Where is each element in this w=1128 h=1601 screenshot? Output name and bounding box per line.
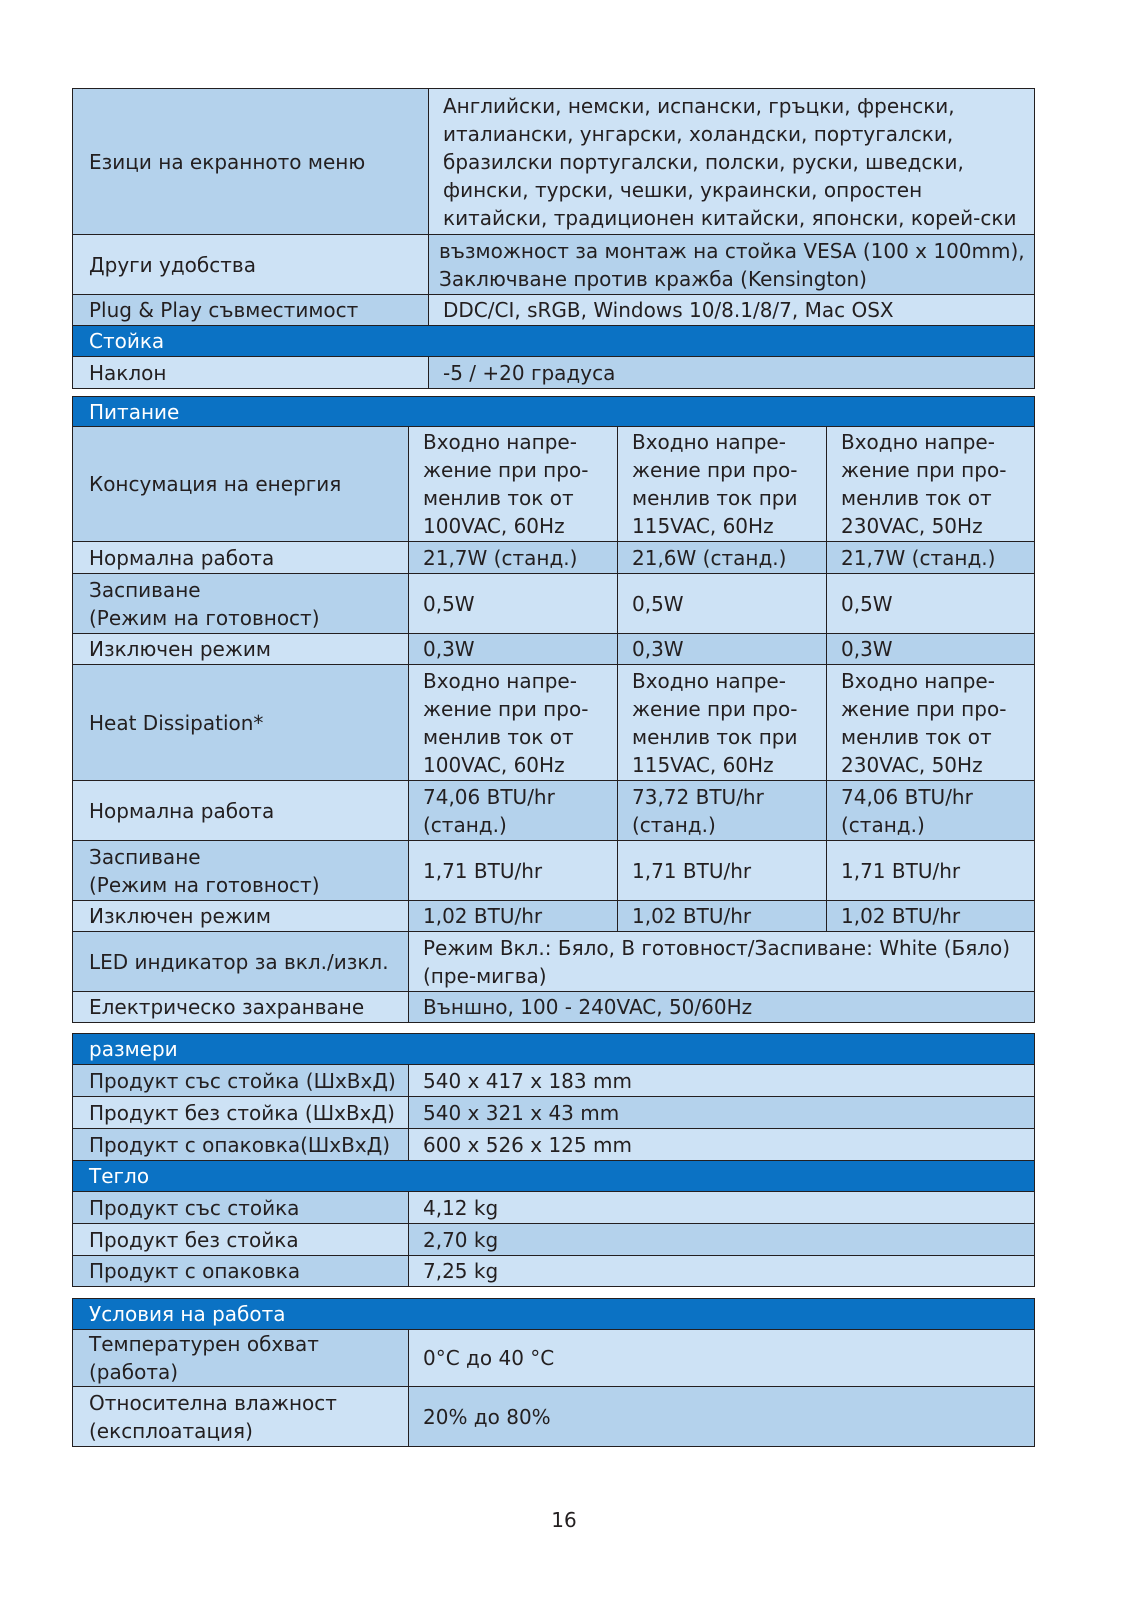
dimension-label: Продукт без стойка (ШxВxД) bbox=[73, 1097, 409, 1129]
off-value: 0,3W bbox=[827, 634, 1035, 665]
dimensions-table bbox=[72, 1033, 1035, 1287]
dimension-value: 540 x 417 x 183 mm bbox=[409, 1065, 1035, 1097]
plug-play-label: Plug & Play съвместимост bbox=[73, 295, 429, 326]
table-row bbox=[73, 932, 1035, 992]
consumption-label: Консумация на енергия bbox=[73, 427, 409, 542]
heat-normal-value: 74,06 BTU/hr (станд.) bbox=[409, 781, 618, 841]
voltage-cell: Входно напре-жение при про-менлив ток при 115VAC, 60Hz bbox=[618, 427, 827, 542]
weight-label: Продукт без стойка bbox=[73, 1224, 409, 1256]
led-indicator-value: Режим Вкл.: Бяло, В готовност/Заспиване: White (Бяло) (пре-мигва) bbox=[409, 932, 1035, 992]
other-features-line: възможност за монтаж на стойка VESA (100 x 100mm), bbox=[439, 238, 1025, 263]
power-supply-label: Електрическо захранване bbox=[73, 992, 409, 1023]
heat-off-value: 1,02 BTU/hr bbox=[409, 901, 618, 932]
humidity-label-line: Относителна влажност bbox=[89, 1390, 337, 1415]
heat-normal-value: 73,72 BTU/hr (станд.) bbox=[618, 781, 827, 841]
weight-value: 4,12 kg bbox=[409, 1192, 1035, 1224]
osd-languages-label: Езици на екранното меню bbox=[73, 89, 429, 235]
table-row bbox=[73, 1256, 1035, 1287]
normal-label: Нормална работа bbox=[73, 542, 409, 574]
other-features-line: Заключване против кражба (Kensington) bbox=[439, 266, 867, 291]
section-header-weight bbox=[73, 1161, 1035, 1192]
other-features-label: Други удобства bbox=[73, 235, 429, 295]
stand-header: Стойка bbox=[73, 326, 1035, 357]
operating-header: Условия на работа bbox=[73, 1299, 1035, 1330]
heat-normal-value: 74,06 BTU/hr (станд.) bbox=[827, 781, 1035, 841]
heat-off-label: Изключен режим bbox=[73, 901, 409, 932]
misc-table bbox=[72, 88, 1035, 389]
humidity-value: 20% до 80% bbox=[409, 1387, 1035, 1447]
voltage-cell: Входно напре-жение при про-менлив ток при 115VAC, 60Hz bbox=[618, 665, 827, 781]
power-header: Питание bbox=[73, 397, 1035, 427]
heat-sleep-label bbox=[73, 841, 409, 901]
weight-header: Тегло bbox=[73, 1161, 1035, 1192]
section-header-operating bbox=[73, 1299, 1035, 1330]
led-indicator-label: LED индикатор за вкл./изкл. bbox=[73, 932, 409, 992]
table-row bbox=[73, 901, 1035, 932]
table-row bbox=[73, 1224, 1035, 1256]
heat-sleep-label-line: Заспиване bbox=[89, 844, 201, 869]
humidity-label-line: (експлоатация) bbox=[89, 1418, 253, 1443]
voltage-cell: Входно напре-жение при про-менлив ток от 100VAC, 60Hz bbox=[409, 665, 618, 781]
table-row bbox=[73, 542, 1035, 574]
temperature-label: Температурен обхват (работа) bbox=[73, 1330, 409, 1387]
humidity-label bbox=[73, 1387, 409, 1447]
table-row bbox=[73, 235, 1035, 295]
weight-value: 7,25 kg bbox=[409, 1256, 1035, 1287]
temperature-value: 0°C до 40 °C bbox=[409, 1330, 1035, 1387]
off-value: 0,3W bbox=[618, 634, 827, 665]
heat-normal-label: Нормална работа bbox=[73, 781, 409, 841]
heat-off-value: 1,02 BTU/hr bbox=[827, 901, 1035, 932]
table-row bbox=[73, 1097, 1035, 1129]
normal-value: 21,6W (станд.) bbox=[618, 542, 827, 574]
normal-value: 21,7W (станд.) bbox=[409, 542, 618, 574]
table-row bbox=[73, 781, 1035, 841]
sleep-value: 0,5W bbox=[409, 574, 618, 634]
heat-sleep-value: 1,71 BTU/hr bbox=[827, 841, 1035, 901]
table-row bbox=[73, 357, 1035, 389]
osd-languages-value: Английски, немски, испански, гръцки, френски, италиански, унгарски, холандски, португалски, бразилски португалски, полски, руски, шведски, фински, турски, чешки, украински, опростен китайски, традиционен китайски, японски, корей-ски bbox=[429, 89, 1035, 235]
table-row bbox=[73, 992, 1035, 1023]
sleep-value: 0,5W bbox=[827, 574, 1035, 634]
dimension-label: Продукт с опаковка(ШxВxД) bbox=[73, 1129, 409, 1161]
section-header-power bbox=[73, 397, 1035, 427]
plug-play-value: DDC/CI, sRGB, Windows 10/8.1/8/7, Mac OSX bbox=[429, 295, 1035, 326]
table-row bbox=[73, 1129, 1035, 1161]
heat-sleep-value: 1,71 BTU/hr bbox=[618, 841, 827, 901]
power-table bbox=[72, 396, 1035, 1023]
weight-value: 2,70 kg bbox=[409, 1224, 1035, 1256]
heat-sleep-value: 1,71 BTU/hr bbox=[409, 841, 618, 901]
table-row bbox=[73, 574, 1035, 634]
section-header-stand bbox=[73, 326, 1035, 357]
sleep-label bbox=[73, 574, 409, 634]
power-supply-value: Външно, 100 - 240VAC, 50/60Hz bbox=[409, 992, 1035, 1023]
table-row bbox=[73, 295, 1035, 326]
dimensions-header: размери bbox=[73, 1034, 1035, 1065]
weight-label: Продукт със стойка bbox=[73, 1192, 409, 1224]
heat-dissipation-label: Heat Dissipation* bbox=[73, 665, 409, 781]
operating-table bbox=[72, 1298, 1035, 1447]
table-row bbox=[73, 89, 1035, 235]
table-row bbox=[73, 1065, 1035, 1097]
table-row bbox=[73, 1387, 1035, 1447]
dimension-value: 600 x 526 x 125 mm bbox=[409, 1129, 1035, 1161]
off-label: Изключен режим bbox=[73, 634, 409, 665]
voltage-cell: Входно напре-жение при про-менлив ток от 230VAC, 50Hz bbox=[827, 665, 1035, 781]
table-row bbox=[73, 634, 1035, 665]
off-value: 0,3W bbox=[409, 634, 618, 665]
table-row bbox=[73, 1192, 1035, 1224]
sleep-label-line: Заспиване bbox=[89, 577, 201, 602]
weight-label: Продукт с опаковка bbox=[73, 1256, 409, 1287]
voltage-cell: Входно напре-жение при про-менлив ток от 100VAC, 60Hz bbox=[409, 427, 618, 542]
page-number: 16 bbox=[551, 1508, 577, 1532]
dimension-value: 540 x 321 x 43 mm bbox=[409, 1097, 1035, 1129]
dimension-label: Продукт със стойка (ШxВxД) bbox=[73, 1065, 409, 1097]
tilt-value: -5 / +20 градуса bbox=[429, 357, 1035, 389]
tilt-label: Наклон bbox=[73, 357, 429, 389]
other-features-value bbox=[429, 235, 1035, 295]
voltage-cell: Входно напре-жение при про-менлив ток от 230VAC, 50Hz bbox=[827, 427, 1035, 542]
sleep-label-line: (Режим на готовност) bbox=[89, 605, 320, 630]
table-row bbox=[73, 841, 1035, 901]
table-row bbox=[73, 427, 1035, 542]
sleep-value: 0,5W bbox=[618, 574, 827, 634]
table-row bbox=[73, 1330, 1035, 1387]
normal-value: 21,7W (станд.) bbox=[827, 542, 1035, 574]
heat-sleep-label-line: (Режим на готовност) bbox=[89, 872, 320, 897]
heat-off-value: 1,02 BTU/hr bbox=[618, 901, 827, 932]
table-row bbox=[73, 665, 1035, 781]
section-header-dimensions bbox=[73, 1034, 1035, 1065]
